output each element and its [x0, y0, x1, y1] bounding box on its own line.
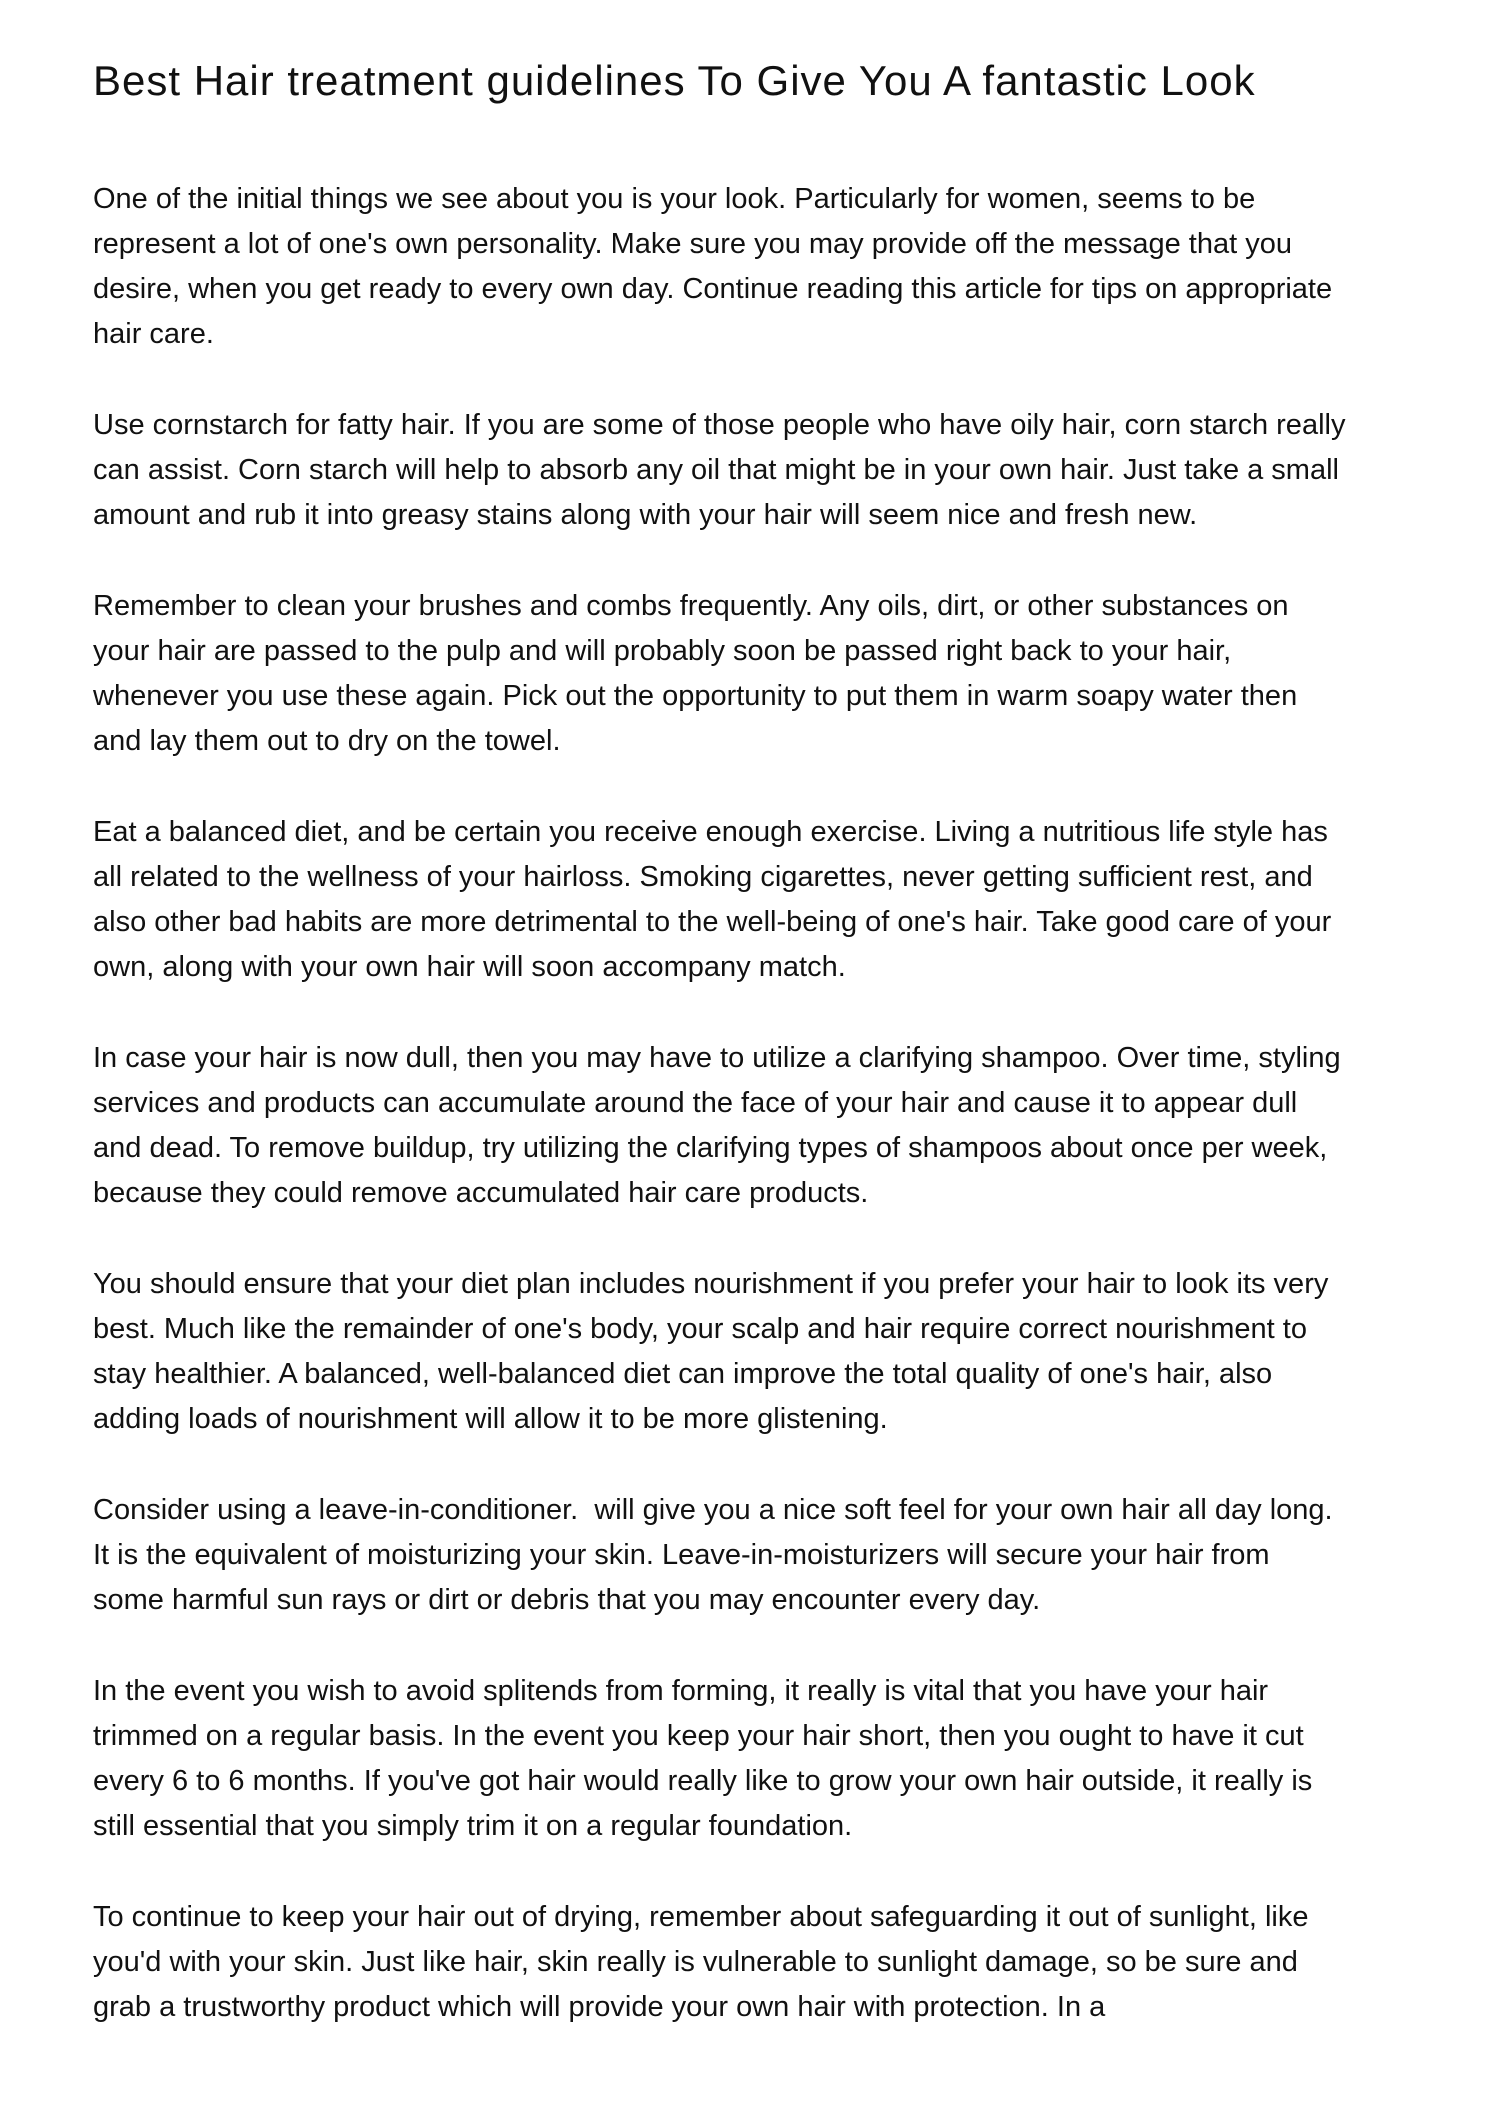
- paragraph: Use cornstarch for fatty hair. If you are some of those people who have oily hair, corn starch really can assist. Corn starch will help to absorb any oil that might be in your own hair. Just take a small amount and rub it into greasy stains along with your hair will seem nice and fresh new.: [93, 409, 1354, 531]
- paragraph: One of the initial things we see about you is your look. Particularly for women, seems to be represent a lot of one's own personality. Make sure you may provide off the message that you desire, when you get ready to every own day. Continue reading this article for tips on appropriate hair care.: [93, 183, 1341, 350]
- paragraph: Consider using a leave-in-conditioner. will give you a nice soft feel for your own hair all day long. It is the equivalent of moisturizing your skin. Leave-in-moisturizers will secure your hair from some harmful sun rays or dirt or debris that you may encounter every day.: [93, 1494, 1341, 1616]
- article-body: [93, 177, 1500, 2030]
- article-title: Best Hair treatment guidelines To Give You A fantastic Look: [93, 57, 1256, 104]
- paragraph: Eat a balanced diet, and be certain you receive enough exercise. Living a nutritious life style has all related to the wellness of your hairloss. Smoking cigarettes, never getting sufficient rest, and also other bad habits are more detrimental to the well-being of one's hair. Take good care of your own, along with your own hair will soon accompany match.: [93, 816, 1340, 983]
- paragraph: In the event you wish to avoid splitends from forming, it really is vital that you have your hair trimmed on a regular basis. In the event you keep your hair short, then you ought to have it cut every 6 to 6 months. If you've got hair would really like to grow your own hair outside, it really is still essential that you simply trim it on a regular foundation.: [93, 1675, 1321, 1842]
- paragraph: Remember to clean your brushes and combs frequently. Any oils, dirt, or other substances on your hair are passed to the pulp and will probably soon be passed right back to your hair, whenever you use these again. Pick out the opportunity to put them in warm soapy water then and lay them out to dry on the towel.: [93, 590, 1306, 757]
- paragraph: In case your hair is now dull, then you may have to utilize a clarifying shampoo. Over time, styling services and products can accumulate around the face of your hair and cause it to appear dull and dead. To remove buildup, try utilizing the clarifying types of shampoos about once per week, because they could remove accumulated hair care products.: [93, 1042, 1349, 1209]
- paragraph: To continue to keep your hair out of drying, remember about safeguarding it out of sunlight, like you'd with your skin. Just like hair, skin really is vulnerable to sunlight damage, so be sure and grab a trustworthy product which will provide your own hair with protection. In a: [93, 1901, 1317, 2023]
- paragraph: You should ensure that your diet plan includes nourishment if you prefer your hair to look its very best. Much like the remainder of one's body, your scalp and hair require correct nourishment to stay healthier. A balanced, well-balanced diet can improve the total quality of one's hair, also adding loads of nourishment will allow it to be more glistening.: [93, 1268, 1337, 1435]
